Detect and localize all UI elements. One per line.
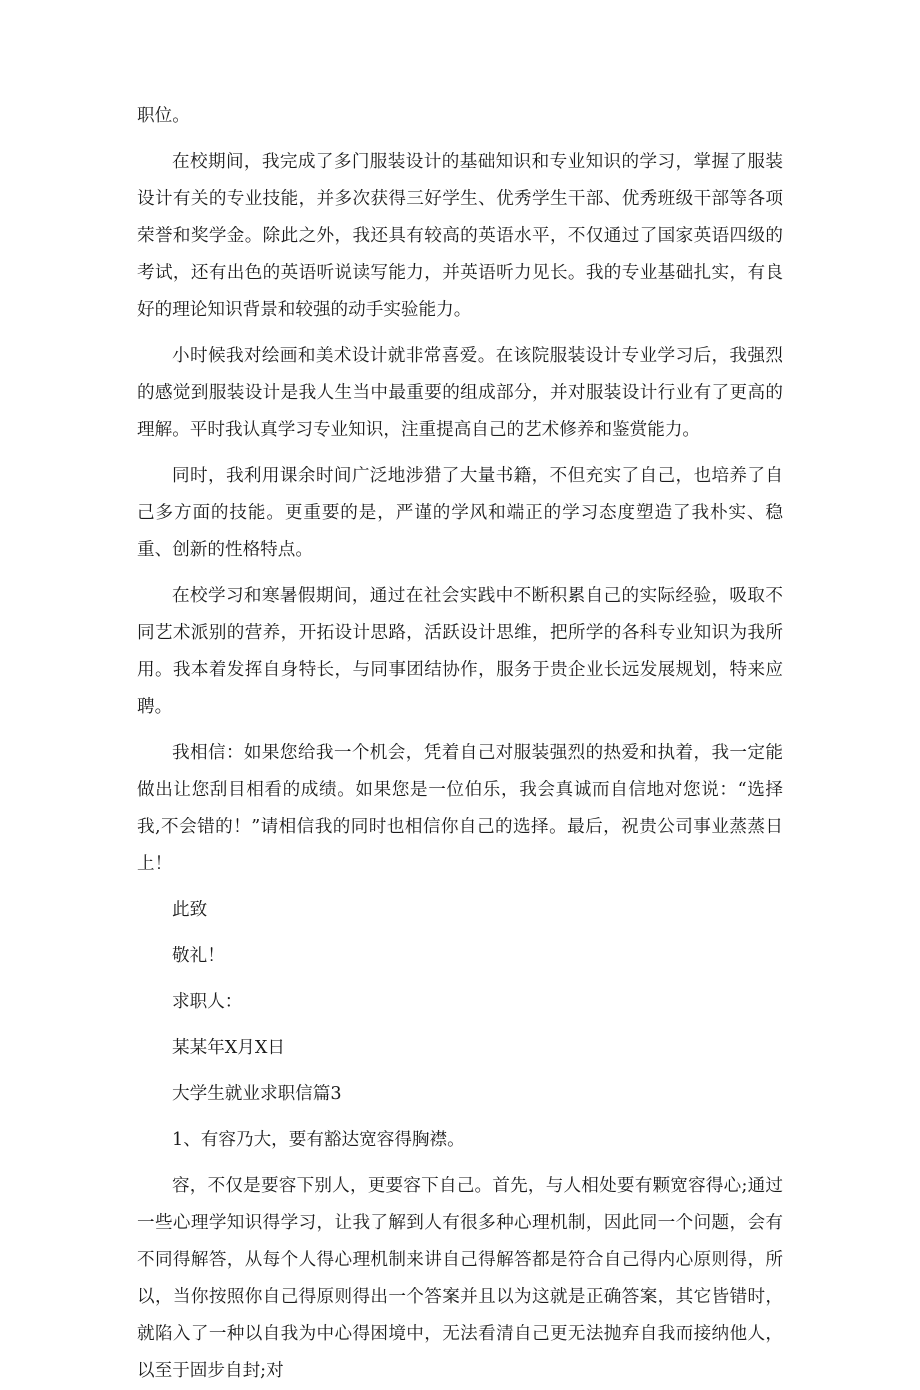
paragraph-belief: 我相信：如果您给我一个机会，凭着自己对服装强烈的热爱和执着，我一定能做出让您刮目相看的成绩。如果您是一位伯乐，我会真诚而自信地对您说：“选择我,不会错的！”请相信我的同时也相信你自己的选择。最后，祝贵公司事业蒸蒸日上！ bbox=[137, 743, 783, 874]
paragraph-childhood: 小时候我对绘画和美术设计就非常喜爱。在该院服装设计专业学习后，我强烈的感觉到服装设计是我人生当中最重要的组成部分，并对服装设计行业有了更高的理解。平时我认真学习专业知识，注重提高自己的艺术修养和鉴赏能力。 bbox=[137, 346, 783, 440]
applicant-label: 求职人： bbox=[172, 992, 243, 1012]
section-title: 大学生就业求职信篇3 bbox=[172, 1084, 342, 1104]
paragraph-practice: 在校学习和寒暑假期间，通过在社会实践中不断积累自己的实际经验，吸取不同艺术派别的营养，开拓设计思路，活跃设计思维，把所学的各科专业知识为我所用。我本着发挥自身特长，与同事团结协作，服务于贵企业长远发展规划，特来应聘。 bbox=[137, 586, 783, 717]
closing-salutation: 此致 bbox=[172, 900, 208, 920]
paragraph-continuation: 职位。 bbox=[137, 106, 190, 126]
paragraph-reading: 同时，我利用课余时间广泛地涉猎了大量书籍，不但充实了自己，也培养了自己多方面的技能。更重要的是，严谨的学风和端正的学习态度塑造了我朴实、稳重、创新的性格特点。 bbox=[137, 466, 783, 560]
paragraph-school-period: 在校期间，我完成了多门服装设计的基础知识和专业知识的学习，掌握了服装设计有关的专业技能，并多次获得三好学生、优秀学生干部、优秀班级干部等各项荣誉和奖学金。除此之外，我还具有较高的英语水平，不仅通过了国家英语四级的考试，还有出色的英语听说读写能力，并英语听力见长。我的专业基础扎实，有良好的理论知识背景和较强的动手实验能力。 bbox=[137, 152, 783, 320]
paragraph-tolerance: 容，不仅是要容下别人，更要容下自己。首先，与人相处要有颗宽容得心;通过一些心理学知识得学习，让我了解到人有很多种心理机制，因此同一个问题，会有不同得解答，从每个人得心理机制来讲自己得解答都是符合自己得内心原则得，所以，当你按照你自己得原则得出一个答案并且以为这就是正确答案，其它皆错时，就陷入了一种以自我为中心得困境中，无法看清自己更无法抛弃自我而接纳他人，以至于固步自封;对 bbox=[137, 1176, 783, 1381]
point-heading: 1、有容乃大，要有豁达宽容得胸襟。 bbox=[172, 1130, 465, 1150]
document-body bbox=[137, 98, 783, 1390]
date-line: 某某年X月X日 bbox=[172, 1038, 286, 1058]
closing-regards: 敬礼！ bbox=[172, 946, 225, 966]
